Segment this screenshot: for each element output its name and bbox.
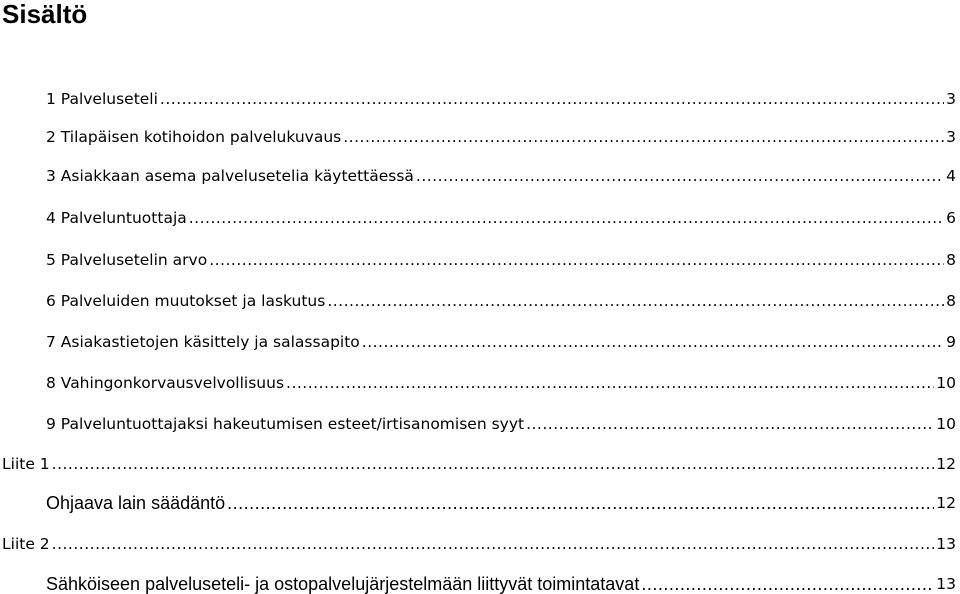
toc-entry-label: 5 Palvelusetelin arvo	[46, 251, 208, 269]
toc-entry[interactable]	[46, 123, 956, 147]
toc-leader-dots	[227, 493, 934, 513]
toc-entry-page: 12	[936, 455, 956, 473]
toc-entry-label: 6 Palveluiden muutokset ja laskutus	[46, 292, 326, 310]
toc-entry-page: 8	[946, 292, 956, 310]
toc-entry[interactable]	[46, 85, 956, 109]
toc-entry-label: 4 Palveluntuottaja	[46, 209, 187, 227]
toc-entry-page: 6	[946, 209, 956, 227]
toc-entry-page: 4	[946, 167, 956, 185]
toc-entry-label: 3 Asiakkaan asema palvelusetelia käytettäessä	[46, 167, 414, 185]
toc-leader-dots	[327, 291, 944, 311]
toc-entry-label: 1 Palveluseteli	[46, 90, 158, 108]
toc-entry-page: 13	[936, 535, 956, 553]
toc-leader-dots	[286, 373, 934, 393]
toc-entry-page: 12	[936, 494, 956, 512]
toc-leader-dots	[52, 454, 935, 474]
toc-entry[interactable]	[2, 450, 956, 474]
toc-entry[interactable]	[46, 204, 956, 228]
toc-entry-label: Sähköiseen palveluseteli- ja ostopalvelujärjestelmään liittyvät toimintatavat	[46, 574, 640, 594]
toc-entry[interactable]	[46, 369, 956, 393]
toc-entry-label: Ohjaava lain säädäntö	[46, 493, 226, 513]
toc-entry-label: 2 Tilapäisen kotihoidon palvelukuvaus	[46, 128, 342, 146]
toc-entry[interactable]	[46, 162, 956, 186]
toc-leader-dots	[160, 89, 944, 109]
toc-entry[interactable]	[46, 287, 956, 311]
toc-entry[interactable]	[46, 328, 956, 352]
toc-leader-dots	[416, 166, 944, 186]
toc-entry-page: 3	[946, 128, 956, 146]
page-title: Sisältö	[2, 0, 88, 29]
toc-entry[interactable]	[46, 570, 956, 594]
toc-leader-dots	[343, 127, 944, 147]
toc-entry-page: 3	[946, 90, 956, 108]
toc-entry-page: 13	[936, 575, 956, 593]
toc-entry-page: 9	[946, 333, 956, 351]
toc-entry[interactable]	[46, 489, 956, 513]
toc-entry-label: 7 Asiakastietojen käsittely ja salassapito	[46, 333, 360, 351]
toc-entry[interactable]	[46, 246, 956, 270]
toc-entry-label: 9 Palveluntuottajaksi hakeutumisen esteet/irtisanomisen syyt	[46, 415, 525, 433]
toc-leader-dots	[189, 208, 944, 228]
toc-entry-label: Liite 2	[2, 535, 50, 553]
toc-leader-dots	[209, 250, 944, 270]
toc-entry[interactable]	[2, 530, 956, 554]
toc-entry-page: 10	[936, 415, 956, 433]
toc-entry-page: 10	[936, 374, 956, 392]
toc-entry-label: Liite 1	[2, 455, 50, 473]
toc-entry-label: 8 Vahingonkorvausvelvollisuus	[46, 374, 285, 392]
toc-entry-page: 8	[946, 251, 956, 269]
toc-leader-dots	[362, 332, 944, 352]
toc-leader-dots	[641, 574, 934, 594]
toc-leader-dots	[52, 534, 935, 554]
toc-entry[interactable]	[46, 410, 956, 434]
toc-leader-dots	[526, 414, 934, 434]
